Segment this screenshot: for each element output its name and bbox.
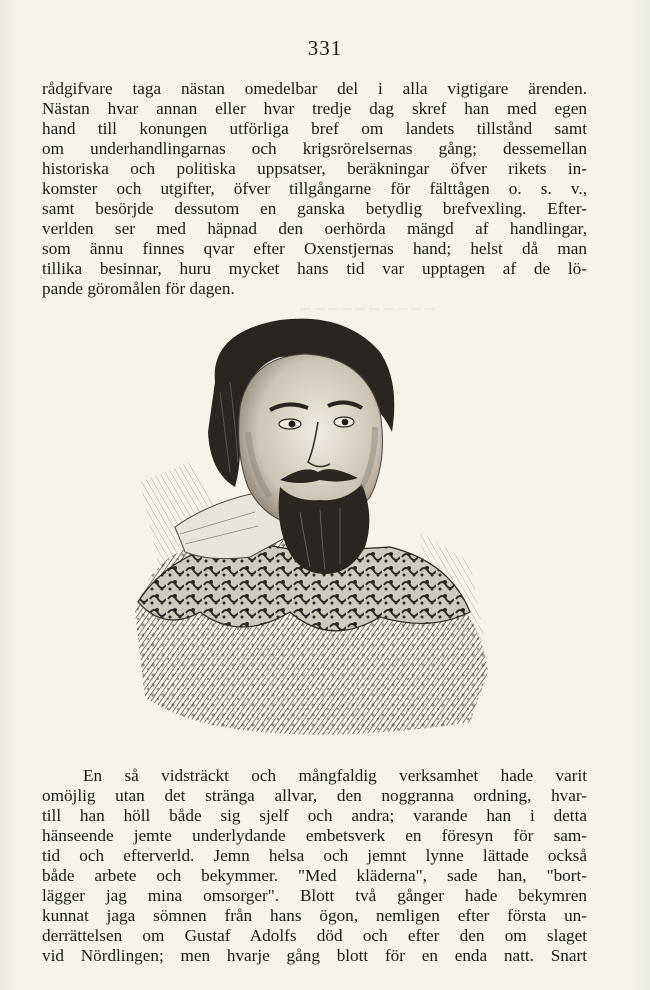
text-line: pande göromålen för dagen. xyxy=(42,279,235,298)
text-line: lägger jag mina omsorger". Blott två gånger hade bekymren xyxy=(42,886,587,905)
page-number: 331 xyxy=(307,36,343,60)
text-line: historiska och politiska uppsatser, beräkningar öfver rikets in- xyxy=(42,159,587,178)
text-line: Nästan hvar annan eller hvar tredje dag skref han med egen xyxy=(42,99,587,118)
show-through-text: ꟷ ꟷ ꟷ ꟷ ꟷ ꟷ ꟷ ꟷ ꟷ ꟷ xyxy=(300,302,436,317)
text-line: rådgifvare taga nästan omedelbar del i alla vigtigare ärenden. xyxy=(42,79,587,98)
text-line: komster och utgifter, öfver tillgångarne för fälttågen o. s. v., xyxy=(42,179,587,198)
text-line: vid Nördlingen; men hvarje gång blott för en enda natt. Snart xyxy=(42,946,587,965)
right-pupil xyxy=(342,419,349,426)
text-line: En så vidsträckt och mångfaldig verksamhet hade varit xyxy=(83,766,587,785)
text-line: kunnat jaga sömnen från hans ögon, nemligen efter första un- xyxy=(42,906,587,925)
text-line: både arbete och bekymmer. "Med kläderna", sade han, "bort- xyxy=(42,866,587,885)
text-line: om underhandlingarnas och krigsrörelsernas gång; dessemellan xyxy=(42,139,587,158)
text-line: tid och efterverld. Jemn helsa och jemnt lynne lättade också xyxy=(42,846,587,865)
text-line: tillika besinnar, huru mycket hans tid var upptagen af de lö- xyxy=(42,259,587,278)
text-line: samt besörjde dessutom en ganska betydlig brefvexling. Efter- xyxy=(42,199,587,218)
portrait-engraving xyxy=(130,312,490,737)
text-line: hand till konungen utförliga bref om landets tillstånd samt xyxy=(42,119,587,138)
left-pupil xyxy=(289,421,296,428)
text-line: som ännu finnes qvar efter Oxenstjernas hand; helst då man xyxy=(42,239,587,258)
text-line: derrättelsen om Gustaf Adolfs död och efter den om slaget xyxy=(42,926,587,945)
text-line: hänseende jemte underlydande embetsverk en föresyn för sam- xyxy=(42,826,587,845)
text-line: omöjlig utan det stränga allvar, den noggranna ordning, hvar- xyxy=(42,786,587,805)
text-line: till han höll både sig sjelf och andra; varande han i detta xyxy=(42,806,587,825)
text-line: verlden ser med häpnad den oerhörda mängd af handlingar, xyxy=(42,219,587,238)
